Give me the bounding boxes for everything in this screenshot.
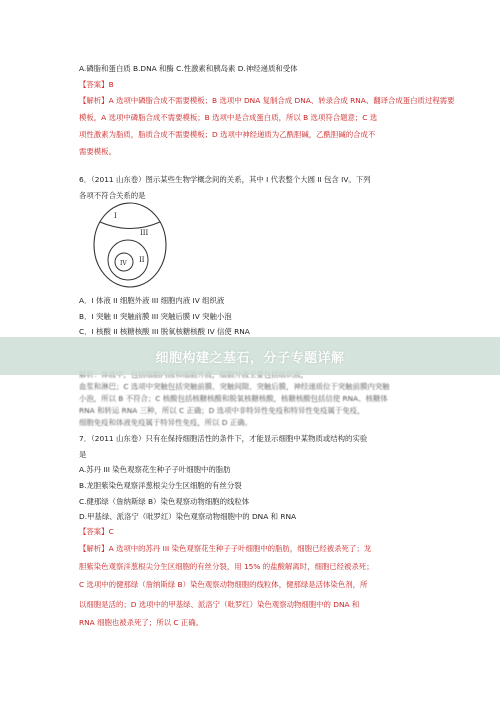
text-line: 胆紫染色观察洋葱根尖分生区细胞的有丝分裂，用 15% 的盐酸解离时，细胞已经被杀死； bbox=[79, 562, 374, 571]
text-line: 6．（2011 山东卷）图示某些生物学概念间的关系，其中 I 代表整个大圆 II 包含 IV。下列 bbox=[79, 175, 371, 184]
text-line: 以细胞是活的；D 选项中的甲基绿、派洛宁（吡罗红）染色观察动物细胞中的 DNA 和 bbox=[79, 600, 360, 609]
text-line: 是 bbox=[79, 450, 87, 459]
text-line: 小泡，所以 B 不符合；C 核酸包括核糖核酸和脱氧核糖核酸，核糖核酸包括信使 RNA、核糖体 bbox=[79, 394, 388, 403]
text-line: 血浆和淋巴；C 选项中突触包括突触前膜、突触间隙、突触后膜，神经递质位于突触前膜内突触 bbox=[79, 382, 390, 391]
text-line: A．I 体液 II 细胞外液 III 细胞内液 IV 组织液 bbox=[79, 296, 225, 305]
text-line: 【答案】B bbox=[79, 80, 114, 89]
text-line: 模板，A 选项中磷脂合成不需要模板；B 选项中是合成蛋白质，所以 B 选项符合题意；C 选 bbox=[79, 113, 378, 122]
text-line: RNA 和转运 RNA 三种，所以 C 正确；D 选项中非特异性免疫和特异性免疫属于免疫， bbox=[79, 406, 365, 415]
text-line: RNA 细胞也被杀死了；所以 C 正确。 bbox=[79, 618, 204, 627]
label-i: I bbox=[114, 212, 117, 220]
text-line: D.甲基绿、派洛宁（吡罗红）染色观察动物细胞中的 DNA 和 RNA bbox=[79, 512, 297, 521]
text-line: A.磷脂和蛋白质 B.DNA 和酶 C.性激素和胰岛素 D.神经递质和受体 bbox=[79, 64, 298, 73]
text-line: 【解析】A 选项中磷脂合成不需要模板；B 选项中 DNA 复制合成 DNA、转录合成 RNA、翻译合成蛋白质过程需要 bbox=[79, 96, 455, 105]
text-line: C．I 核酸 II 核糖核酸 III 脱氧核糖核酸 IV 信使 RNA bbox=[79, 327, 250, 336]
text-line: 7．（2011 山东卷）只有在保持细胞活性的条件下，才能显示细胞中某物质或结构的实验 bbox=[79, 434, 368, 443]
text-line: B.龙胆紫染色观察洋葱根尖分生区细胞的有丝分裂 bbox=[79, 481, 242, 490]
text-line: C.健那绿（詹纳斯绿 B）染色观察动物细胞的线粒体 bbox=[79, 497, 250, 506]
text-line: B．I 突触 II 突触前膜 III 突触后膜 IV 突触小泡 bbox=[79, 312, 232, 321]
text-line: 项性激素为脂质，脂质合成不需要模板；D 选项中神经递质为乙酰胆碱，乙酰胆碱的合成不 bbox=[79, 130, 376, 139]
text-line: 细胞免疫和体液免疫属于特异性免疫，所以 D 正确。 bbox=[79, 418, 252, 427]
text-line: 各项不符合关系的是 bbox=[79, 191, 146, 200]
text-line: A.苏丹 III 染色观察花生种子子叶细胞中的脂肪 bbox=[79, 465, 231, 474]
text-line: 需要模板。 bbox=[79, 147, 116, 156]
circle-i bbox=[94, 203, 166, 287]
concept-diagram bbox=[90, 200, 170, 290]
text-line: 【答案】C bbox=[79, 527, 114, 536]
label-ii: II bbox=[139, 256, 145, 264]
label-iii: III bbox=[140, 229, 149, 237]
label-iv: IV bbox=[120, 260, 127, 267]
title-banner bbox=[0, 337, 500, 375]
text-line: 【解析】A 选项中的苏丹 III 染色观察花生种子子叶细胞中的脂肪，细胞已经被杀死了；龙 bbox=[79, 544, 372, 553]
banner-title: 细胞构建之基石，分子专题详解 bbox=[155, 350, 345, 366]
text-line: C 选项中的健那绿（詹纳斯绿 B）染色观察动物细胞的线粒体，健那绿是活体染色剂，所 bbox=[79, 580, 368, 589]
divider-curve bbox=[100, 222, 160, 229]
